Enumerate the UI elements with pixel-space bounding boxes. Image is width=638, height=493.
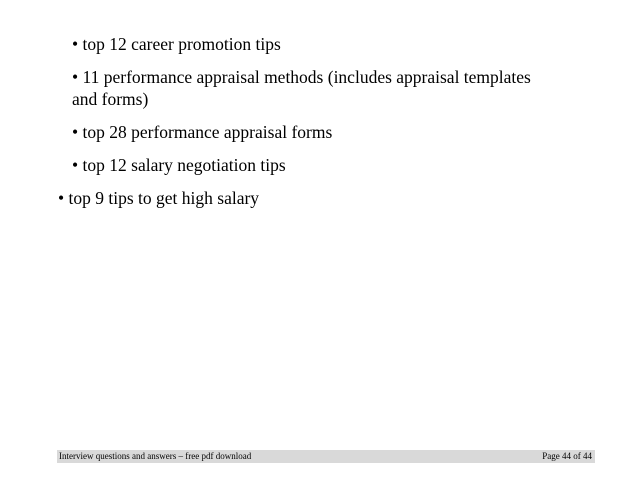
bullet-item-continuation [72,88,148,110]
footer-source-text: Interview questions and answers – free pdf download [59,451,252,461]
bullet-marker: • [72,34,79,54]
bullet-text: top 28 performance appraisal forms [82,122,333,142]
bullet-item-salary-negotiation-tips[interactable] [72,154,286,176]
bullet-text-continuation: and forms) [72,89,149,109]
bullet-text: 11 performance appraisal methods (includes appraisal templates [82,67,531,87]
bullet-marker: • [72,122,79,142]
bullet-item-performance-appraisal-methods[interactable] [72,66,531,88]
footer-page-number: Page 44 of 44 [542,451,592,461]
page-footer [57,450,595,463]
bullet-item-career-promotion-tips[interactable] [72,33,281,55]
bullet-marker: • [58,188,65,208]
bullet-item-high-salary-tips[interactable] [58,187,259,209]
bullet-text: top 9 tips to get high salary [68,188,260,208]
bullet-item-performance-appraisal-forms[interactable] [72,121,332,143]
bullet-marker: • [72,67,79,87]
bullet-text: top 12 career promotion tips [82,34,281,54]
bullet-marker: • [72,155,79,175]
bullet-text: top 12 salary negotiation tips [82,155,286,175]
